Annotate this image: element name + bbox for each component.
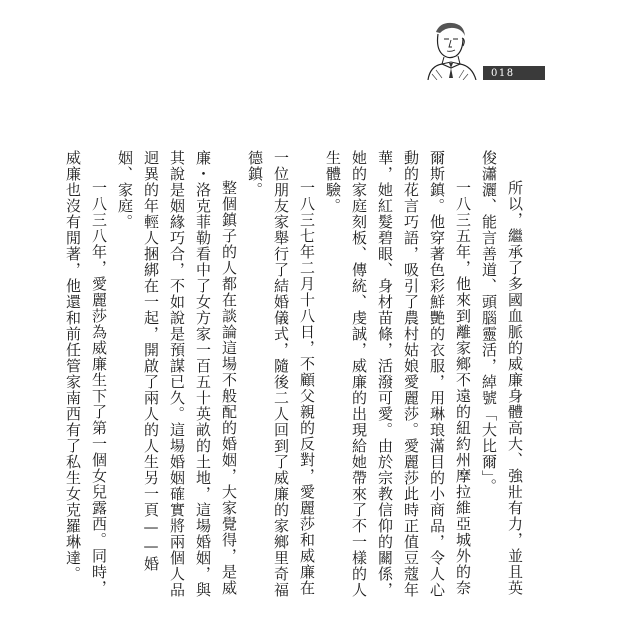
page-number: 018 — [491, 67, 515, 79]
paragraph: 整個鎮子的人都在談論這場不般配的婚姻，大家覺得，是威廉・洛克菲勒看中了女方家一百五十英畝的土地，這場婚姻，與其說是姻緣巧合，不如說是預謀已久。這場婚姻確實將兩個人品迥異的年輕人捆綁在一起，開啟了兩人的人生另一頁——婚姻、家庭。 — [116, 150, 238, 598]
paragraph: 一八三七年二月十八日，不顧父親的反對，愛麗莎和威廉在一位朋友家舉行了結婚儀式，隨後二人回到了威廉的家鄉里奇福德鎮。 — [246, 150, 316, 598]
portrait-illustration — [418, 18, 480, 80]
paragraph: 所以，繼承了多國血脈的威廉身體高大、強壯有力，並且英俊瀟灑、能言善道、頭腦靈活，綽號「大比爾」。 — [480, 150, 524, 596]
paragraph: 一八三五年，他來到離家鄉不遠的紐約州摩拉維亞城外的奈爾斯鎮。他穿著色彩鮮艷的衣服，用琳琅滿目的小商品，令人心動的花言巧語，吸引了農村姑娘愛麗莎。愛麗莎此時正值豆蔻年華，她紅髮碧眼、身材苗條，活潑可愛。由於宗教信仰的關係，她的家庭刻板、傳統、虔誠，威廉的出現給她帶來了不一樣的人生體驗。 — [324, 150, 472, 598]
page-header — [0, 0, 640, 80]
page-number-bar — [483, 66, 545, 80]
body-text — [60, 150, 528, 600]
paragraph: 一八三八年，愛麗莎為威廉生下了第一個女兒露西。同時，威廉也沒有閒著，他還和前任管家南西有了私生女克羅琳達。 — [64, 150, 108, 596]
